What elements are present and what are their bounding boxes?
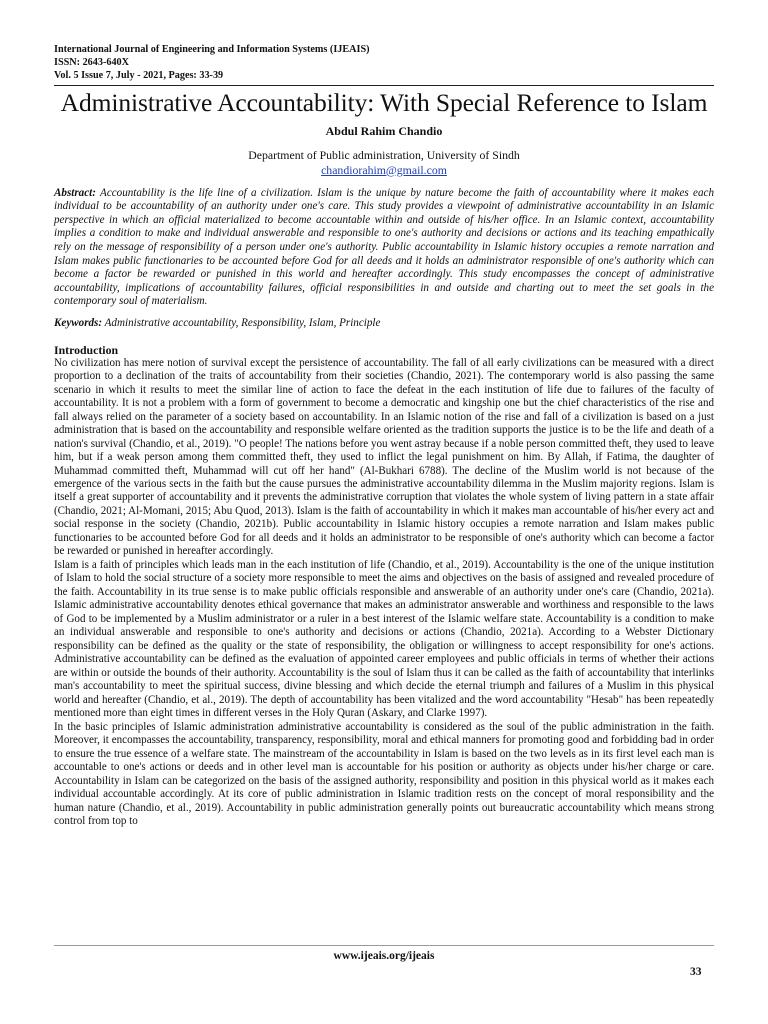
paper-title: Administrative Accountability: With Special Reference to Islam: [60, 88, 708, 118]
journal-name: International Journal of Engineering and Information Systems (IJEAIS): [54, 44, 370, 55]
abstract: [54, 187, 714, 309]
author-affiliation: Department of Public administration, University of Sindh: [248, 148, 520, 163]
paper-page: [54, 44, 714, 829]
footer-rule: [54, 945, 714, 946]
journal-volume: Vol. 5 Issue 7, July - 2021, Pages: 33-39: [54, 69, 224, 81]
body-paragraph: Islam is a faith of principles which leads man in the each institution of life (Chandio, et al., 2019). Accountability is the one of the unique institution of Islam to hold the social structure of a society more responsible to meet the aims and objectives on the basis of assigned and revealed procedure of the faith. Accountability in its true sense is to make public officials responsible and answerable of an authority under one's care (Chandio, 2021a). Islamic administrative accountability denotes ethical governance that makes an administrator answerable and worthiness and responsible to the laws of God to be implemented by a Muslim administrator or a ruler in a best interest of the Islamic welfare state. Accountability is a condition to make an individual answerable and responsible to one's authority and decisions or actions (Chandio, 2021a). According to a Webster Dictionary responsibility can be defined as the quality or the state of responsibility, the obligation or willingness to accept responsibility for one's actions. Administrative accountability can be defined as the evaluation of appointed career employees and public officials in terms of whether their actions are within or outside the bounds of their authority. Accountability is the soul of Islam thus it can be called as the faith of accountability that interlinks man's accountability to meet the spiritual success, divine blessing and which decide the eternal triumph and failures of a Muslim in this physical world and hereafter (Chandio, et al., 2019). The depth of accountability has been vitalized and the word accountability "Hesab" has been repeatedly mentioned more than eight times in different verses in the Holy Quran (Askary, and Clarke 1997).: [54, 558, 714, 720]
header-rule: [54, 85, 714, 86]
page-number: 33: [690, 966, 702, 978]
keywords-label: Keywords:: [54, 317, 103, 330]
journal-issn: ISSN: 2643-640X: [54, 56, 129, 68]
section-body: [54, 357, 714, 829]
body-paragraph: In the basic principles of Islamic administration administrative accountability is considered as the soul of the public administration in the faith. Moreover, it encompasses the accountability, transparency, responsibility, moral and ethical manners for promoting good and forbidding bad in order to ensure the true essence of a welfare state. The mainstream of the accountability in Islam is based on the two levels as in its first level each man is accountable to one's actions or deeds and in other level man is accountable for his position or authority as objects under his/her charge or care. Accountability in Islam can be categorized on the basis of the assigned authority, responsibility and position in this physical world as it makes each individual accountable accordingly. At its core of public administration in Islamic tradition rests on the concept of moral responsibility and the human nature (Chandio, et al., 2019). Accountability in public administration generally points out bureaucratic accountability which means strong control from top to: [54, 720, 714, 828]
footer-url-link[interactable]: www.ijeais.org/ijeais: [333, 950, 435, 962]
abstract-label: Abstract:: [54, 186, 96, 199]
body-paragraph: No civilization has mere notion of survival except the persistence of accountability. The fall of all early civilizations can be measured with a direct proportion to a declination of the traits of accountability from their societies (Chandio, 2021). The contemporary world is also passing the same scenario in which it results to meet the similar line of action to face the defeat in the each institution of life due to failures of the faculty of accountability. It is not a problem with a form of government to become a democratic and kingship one but the chief characteristics of the rise and fall always relied on the parameter of a society based on accountability. In an Islamic notion of the rise and fall of a civilization is based on a just administration that is based on the accountability and responsible welfare oriented as the tradition supports the justice is to be the life and death of a nation's survival (Chandio, et al., 2019). "O people! The nations before you went astray because if a noble person committed theft, they used to leave him, but if a weak person among them committed theft, they used to inflict the legal punishment on him. By Allah, if Fatima, the daughter of Muhammad committed theft, Muhammad will cut off her hand" (Al-Bukhari 6788). The decline of the Muslim world is not because of the emergence of the various sects in the faith but the cause pursues the administrative accountability dilemma in the Muslim majority regions. Islam is itself a great supporter of accountability and it prevents the administrative corruption that violates the whole system of living pattern in a state affair (Chandio, 2021; Al-Momani, 2015; Abu Quod, 2013). Islam is the faith of accountability in which it makes man accountable of his/her every act and social response in the society (Chandio, 2021b). Public accountability in Islamic history occupies a remote narration and Islam makes public functionaries to be accounted before God for all deeds and it holds an administrator to be responsible of one's authority which can become a factor be rewarded or punished in hereafter accordingly.: [54, 356, 714, 558]
abstract-text: Accountability is the life line of a civilization. Islam is the unique by nature become the faith of accountability where it makes each individual to be accountability of an authority under one's care. This study provides a viewpoint of administrative accountability in an Islamic perspective in which an official materialized to become accountable within and outside of his/her office. In an Islamic context, accountability implies a condition to make and individual answerable and responsible to one's authority and decisions or actions and its teaching empathically rely on the message of responsibility of a person under one's authority. Public accountability in Islamic history occupies a remote narration and Islam makes public functionaries to be accounted before God for all deeds and it holds an administrator responsible of one's authority which can become a factor be rewarded or punished in this world and hereafter accordingly. This study encompasses the concept of administrative accountability, implications of accountability failures, official responsibilities in and outside and charting out to meet the set goals in the contemporary soul of materialism.: [54, 186, 714, 308]
author-name: Abdul Rahim Chandio: [325, 124, 443, 139]
keywords-text: Administrative accountability, Responsibility, Islam, Principle: [102, 317, 381, 330]
section-heading-introduction: Introduction: [54, 342, 119, 357]
keywords: [54, 317, 714, 331]
author-email-link[interactable]: chandiorahim@gmail.com: [321, 162, 447, 177]
